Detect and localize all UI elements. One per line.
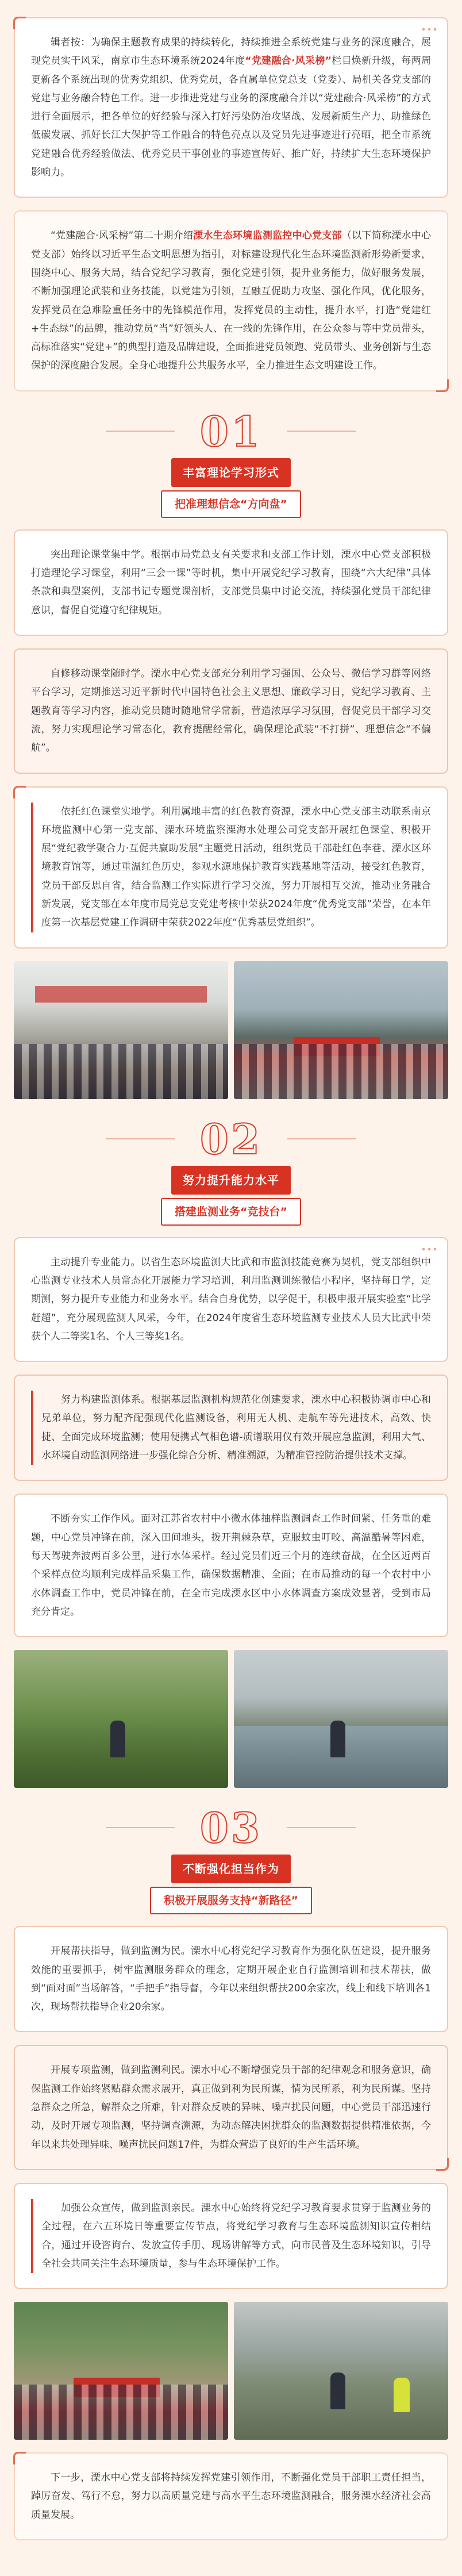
section-subtitle: 把准理想信念“方向盘” (161, 490, 301, 518)
corner-decoration (436, 379, 449, 392)
red-banner-shape (35, 986, 206, 1003)
group-shape (234, 1044, 448, 1099)
section-title: 努力提升能力水平 (171, 1166, 291, 1195)
s2-p2-card (14, 1375, 448, 1481)
section-03-header (14, 1803, 448, 1914)
s1-p1: 突出理论课堂集中学。根据市局党总支有关要求和支部工作计划，溧水中心党支部积极打造理论学习课堂，利用“三会一课”等时机，集中开展党纪学习教育，围绕“六大纪律”具体条款和典型案例，支部书记专题党课剖析，支部党员集中讨论交流，持续强化党员干部纪律意识，督促自觉遵守纪律规矩。 (31, 548, 431, 616)
audience-shape (14, 1044, 228, 1099)
group-shape (14, 2385, 228, 2440)
lead-text: “党建融合·风采榜”第二十期介绍溧水生态环境监测监控中心党支部（以下简称溧水中心党支部）始终以习近平生态文明思想为指引，对标建设现代化生态环境监测新形势新要求，围绕中心、服务大局，结合党纪学习教育，强化党建引领，提升业务能力，做好服务发展，不断加强理论武装和业务技能，以党建为引领，互融互促助力攻坚、强化作风，优化服务，发挥党员在急难险重任务中的先锋模范作用，发挥党员的主动性，提升水平，打造“党建红+生态绿”的品牌，推动党员“当”好领头人、在一线的先锋作用，在公众参与等中党员带头，高标准落实“党建+”的典型打造及品牌建设，全面推进党员领跑、党员带头、业务创新与生态保护的深度融合发展。全身心地提升公共服务水平，全力推进生态文明建设工作。 (31, 230, 431, 372)
s3-p2: 开展专项监测，做到监测利民。溧水中心不断增强党员干部的纪律观念和服务意识，确保监测工作始终紧贴群众需求展开，真正做到利为民所谋，情为民所系，利为民所谋。坚持急群众之所急，解群众之所难，针对群众反映的异味、噪声扰民问题，中心党员干部迅速行动，及时开展专项监测，坚持调查溯源，为动态解决困扰群众的监测数据提供精准依据，今年以来共处理异味、噪声扰民问题17件，为群众营造了良好的生产生活环境。 (31, 2064, 431, 2151)
section-number: 03 (199, 1803, 263, 1853)
divider-line (287, 1138, 356, 1139)
editor-note-card (14, 17, 448, 198)
org-highlight: 溧水生态环境监测监控中心党支部 (193, 230, 342, 242)
divider-line (287, 1827, 356, 1828)
closing-text: 下一步，溧水中心党支部将持续发挥党建引领作用，不断强化党员干部职工责任担当，踔厉奋发、笃行不怠，努力以高质量党建与高水平生态环境监测融合，服务溧水经济社会高质量发展。 (31, 2472, 431, 2521)
s3-p3-card (14, 2183, 448, 2289)
photo-row-1 (14, 961, 448, 1099)
s1-p3: 依托红色课堂实地学。利用属地丰富的红色教育资源，溧水中心党支部主动联系南京环境监测中心第一党支部、溧水环境监察溧海水处理公司党支部开展红色课堂、积极开展“党纪教学聚合力·互促共赢助发展”主题党日活动，组织党员干部赴红色李巷、溧水区环境教育馆等，通过重温红色历史，参观水源地保护教育实践基地等活动，接受红色教育，党员干部反思自省，结合监测工作实际进行学习交流，努力开展相互交流，推动业务融合新发展，党支部在本年度市局党总支党建考核中荣获2024年度“优秀党支部”荣誉，在本年度第一次基层党建工作调研中荣获2022年度“优秀基层党组织”。 (31, 803, 431, 932)
s3-p3: 加强公众宣传，做到监测亲民。溧水中心始终将党纪学习教育要求贯穿于监测业务的全过程，在六五环境日等重要宣传节点，将党纪学习教育与生态环境监测知识宣传相结合，通过开设咨询台、发放宣传手册、现场讲解等方式，向市民普及生态环境知识，引导全社会共同关注生态环境质量，参与生态环境保护工作。 (31, 2199, 431, 2273)
s2-p3: 不断夯实工作作风。面对江苏省农村中小微水体抽样监测调查工作时间紧、任务重的难题，中心党员冲锋在前，深入田间地头，拨开荆棘杂草，克服蚊虫叮咬、高温酷暑等困难，每天驾驶奔波两百多公里，进行水体采样。经过党员们近三个月的连续奋战，在全区近两百个采样点位均顺利完成样品采集工作，确保数据精准、全面；在市局推动的每一个农村中小水体调查工作中，党员冲锋在前，在全市完成溧水区中小水体调查方案成效显著，受到市局充分肯定。 (31, 1513, 431, 1618)
field-vegetation-photo (14, 1650, 228, 1788)
section-subtitle: 搭建监测业务“竞技台” (161, 1198, 301, 1226)
lead-card (14, 210, 448, 391)
divider-line (106, 1827, 175, 1828)
section-number: 01 (199, 406, 263, 456)
photo-row-3 (14, 2302, 448, 2440)
divider-line (106, 431, 175, 432)
dots-decoration (421, 1246, 438, 1252)
section-01-header (14, 406, 448, 518)
campaign-highlight: “党建融合·风采榜” (245, 55, 332, 67)
photo-row-2 (14, 1650, 448, 1788)
section-02-header (14, 1114, 448, 1226)
group-outdoor-photo (234, 961, 448, 1099)
section-subtitle: 积极开展服务支持“新路径” (150, 1887, 312, 1914)
divider-line (287, 431, 356, 432)
divider-line (106, 1138, 175, 1139)
section-title: 丰富理论学习形式 (171, 458, 291, 487)
s2-p2: 努力构建监测体系。根据基层监测机构规范化创建要求，溧水中心积极协调市中心和兄弟单位，努力配齐配强现代化监测设备，利用无人机、走航车等先进技术，高效、快捷、全面完成环境监测；使用便携式气相色谱-质谱联用仪有效开展应急监测，利用大气、水环境自动监测网络进一步强化综合分析、精准溯源，为精准管控防治提供技术支撑。 (31, 1391, 431, 1465)
worker-vest-shape (394, 2378, 410, 2412)
corner-decoration (436, 2158, 449, 2171)
meeting-room-photo (14, 961, 228, 1099)
site-inspection-photo (234, 2302, 448, 2440)
corner-decoration (13, 2452, 26, 2464)
s3-p2-card (14, 2045, 448, 2170)
outreach-group-photo (14, 2302, 228, 2440)
s3-p1: 开展帮扶指导，做到监测为民。溧水中心将党纪学习教育作为强化队伍建设，提升服务效能的重要抓手，树牢监测服务群众的理念，定期开展企业自行监测培训和技术帮扶，做到“面对面”当场解答，“手把手”指导督，今年以来组织帮扶200余家次，线上和线下培训各1次，现场帮扶指导企业20余家。 (31, 1945, 431, 2013)
worker-figure-shape (330, 2372, 345, 2409)
closing-card (14, 2452, 448, 2540)
dots-decoration (421, 26, 438, 32)
s2-p1: 主动提升专业能力。以省生态环境监测大比武和市监测技能竞赛为契机，党支部组织中心监测专业技术人员常态化开展能力学习培训，利用监测训练微信小程序，坚持每日学，定期测，努力提升专业能力和业务水平。结合自身优势，以学促干，积极申报开展实验室“比学赶超”，充分展现监测人风采，今年，在2024年度省生态环境监测专业技术人员大比武中荣获个人二等奖1名、个人三等奖1名。 (31, 1256, 431, 1342)
corner-decoration (13, 17, 26, 29)
editor-note-text: 辑者按：为确保主题教育成果的持续转化，持续推进全系统党建与业务的深度融合，展现党员实干风采，南京市生态环境系统2024年度“党建融合·风采榜”栏目焕新升级，每两周更新各个系统出现的优秀党组织、优秀党员，各直属单位党总支（党委）、局机关各党支部的党建与业务融合特色工作。进一步推进党建与业务的深度融合并以“党建融合·风采榜”的方式进行全面展示，把各单位的好经验与深入打好污染防治攻坚战、发展新质生产力、助推绿色低碳发展、抓好长江大保护等工作融合的特色亮点以及党员先进事迹进行亮晒，把全市系统党建融合优秀经验做法、优秀党员干事创业的事迹宣传好、推广好，持续扩大生态环境保护影响力。 (31, 37, 432, 179)
section-title: 不断强化担当作为 (171, 1855, 291, 1883)
s2-p3-card (14, 1494, 448, 1637)
s2-p1-card (14, 1237, 448, 1362)
s3-p1-card (14, 1926, 448, 2032)
worker-figure-shape (110, 1721, 125, 1757)
lakeside-sampling-photo (234, 1650, 448, 1788)
s1-p2-card (14, 648, 448, 773)
s1-p3-card (14, 786, 448, 949)
section-number: 02 (199, 1114, 263, 1164)
s1-p2: 自修移动课堂随时学。溧水中心党支部充分利用学习强国、公众号、微信学习群等网络平台学习，定期推送习近平新时代中国特色社会主义思想、廉政学习日，党纪学习教育、主题教育等学习内容，推动党员随时随地常学常新，营造浓厚学习氛围，督促党员干部学习交流，努力实现理论学习常态化，教育提醒经常化，确保理论武装“不打拼”、理想信念“不偏航”。 (31, 668, 431, 754)
s1-p1-card (14, 529, 448, 636)
corner-decoration (13, 786, 26, 798)
worker-figure-shape (330, 1721, 345, 1757)
